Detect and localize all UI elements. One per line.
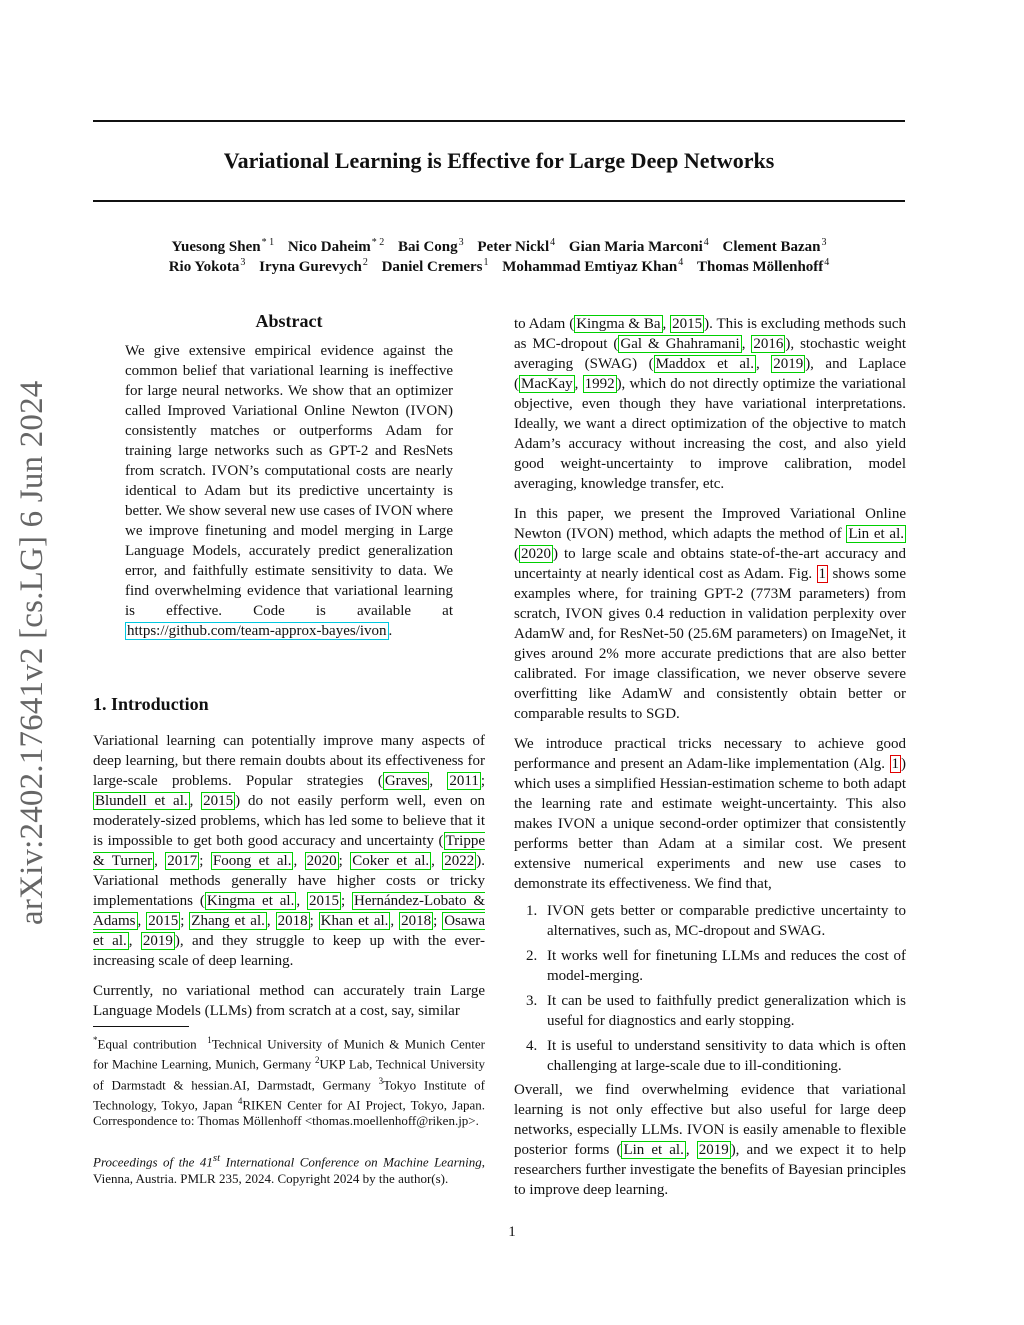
citation-link[interactable]: 2015 (308, 893, 339, 909)
citation-link[interactable]: MacKay (521, 376, 573, 392)
citation-link[interactable]: 2011 (449, 773, 479, 789)
top-rule (93, 120, 905, 122)
citation-link[interactable]: 2018 (401, 913, 432, 929)
right-paragraph-1: to Adam ( Kingma & Ba , 2015 ). This is excluding methods such as MC-dropout ( Gal & Ghahramani , 2016 ), stochastic weight averaging (SWAG) ( Maddox et al. , 2019 ), and Laplace ( MacKay , 1992 ), which do not directly optimize the variational objective, even though they have variational interpretations. Ideally, we want a direct optimization of the objective to match Adam’s accuracy without increasing the cost, and also yield good weight-uncertainty to improve calibration, model averaging, knowledge transfer, etc. (514, 316, 907, 492)
algorithm-reference-link[interactable]: 1 (891, 756, 899, 772)
citation-link[interactable]: 2015 (203, 793, 234, 809)
citation-link[interactable]: 2020 (521, 546, 551, 562)
citation-link[interactable]: 2019 (773, 356, 804, 372)
citation-link[interactable]: 2015 (672, 316, 703, 332)
author: Iryna Gurevych$^2$ (259, 257, 368, 275)
citation-link[interactable]: Khan et al. (320, 913, 389, 929)
proceedings-note: Proceedings of the 41st International Conference on Machine Learning, Vienna, Austria. PMLR 235, 2024. Copyright 2024 by the author(s). (93, 1152, 485, 1187)
abstract-body: We give extensive empirical evidence against the common belief that variational learning is ineffective for large neural networks. We show that an optimizer called Improved Variational Online Newton (IVON) consistently matches or outperforms Adam for training large networks such as GPT-2 and ResNets from scratch. IVON’s computational costs are nearly identical to Adam but its predictive uncertainty is better. We show several new use cases of IVON where we improve finetuning and model merging in Large Language Models, accurately predict generalization error, and faithfully estimate sensitivity to data. We find overwhelming evidence that variational learning is effective. Code is available at https://github.com/team-approx-bayes/ivon . (125, 343, 453, 639)
author: Daniel Cremers$^1$ (381, 257, 489, 275)
citation-link[interactable]: 2020 (306, 853, 337, 869)
author: Bai Cong$^3$ (398, 237, 464, 255)
right-paragraph-3: We introduce practical tricks necessary to achieve good performance and present an Adam-like implementation (Alg. 1 ) which uses a simplified Hessian-estimation scheme to both adapt the learning rate and estimate weight-uncertainty. This also makes IVON a unique second-order optimizer that consistently performs better than Adam at a similar cost. We present extensive numerical experiments and new use cases to demonstrate its effectiveness. We find that, (514, 736, 906, 892)
right-paragraph-2: In this paper, we present the Improved Variational Online Newton (IVON) method, which adapts the method of Lin et al. ( 2020 ) to large scale and obtains state-of-the-art accuracy and uncertainty at nearly identical cost as Adam. Fig. 1 shows some examples where, for training GPT-2 (773M parameters) from scratch, IVON gives 0.4 reduction in validation perplexity over AdamW and, for ResNet-50 (25.6M parameters) on ImageNet, it gives around 2% more accurate predictions that are also better calibrated. For image classification, we never observe severe overfitting like AdamW and consistently obtain better or comparable results to SGD. (514, 506, 906, 722)
list-item: 4. It is useful to understand sensitivity to data which is often challenging at large-scale due to ill-conditioning. (526, 1038, 906, 1074)
list-item: 2. It works well for finetuning LLMs and reduces the cost of model-merging. (526, 948, 906, 984)
findings-list (514, 901, 906, 1081)
citation-link[interactable]: Coker et al. (352, 853, 430, 869)
citation-link[interactable]: 1992 (584, 376, 615, 392)
code-repository-link[interactable]: https://github.com/team-approx-bayes/ivon (127, 623, 387, 639)
citation-link[interactable]: Maddox et al. (655, 356, 754, 372)
citation-link[interactable]: Lin et al. (848, 526, 904, 542)
right-paragraph-4: Overall, we find overwhelming evidence that variational learning is not only effective but also useful for large deep networks, especially LLMs. IVON is easily amenable to flexible posterior forms ( Lin et al. , 2019 ), and we expect it to help researchers further investigate the benefits of Bayesian principles to improve deep learning. (514, 1082, 907, 1198)
title-bottom-rule (93, 200, 905, 202)
citation-link[interactable]: Lin et al. (623, 1142, 684, 1158)
author-list-line-1 (93, 237, 905, 256)
citation-link[interactable]: Osawa et al. (93, 913, 486, 949)
citation-link[interactable]: 2019 (142, 933, 173, 949)
author-list-line-2 (93, 257, 905, 276)
abstract-heading: Abstract (255, 311, 323, 331)
citation-link[interactable]: 2018 (277, 913, 308, 929)
citation-link[interactable]: Trippe & Turner (93, 833, 485, 869)
list-item: 1. IVON gets better or comparable predictive uncertainty to alternatives, such as, MC-dropout and SWAG. (526, 903, 906, 939)
citation-link[interactable]: Hernández-Lobato & Adams (93, 893, 485, 929)
citation-link[interactable]: Foong et al. (212, 853, 292, 869)
author: Mohammad Emtiyaz Khan$^4$ (502, 257, 684, 275)
author: Clement Bazan$^3$ (722, 237, 827, 255)
author: Yuesong Shen$^{* 1}$ (171, 237, 275, 255)
intro-paragraph-1: Variational learning can potentially improve many aspects of deep learning, but there remain doubts about its effectiveness for large-scale problems. Popular strategies ( Graves , 2011 ; Blundell et al. , 2015 ) do not easily perform well, even on moderately-sized problems, which has led some to believe that it is impossible to get both good accuracy and uncertainty ( Trippe & Turner , 2017 ; Foong et al. , 2020 ; Coker et al. , 2022 ). Variational methods generally have higher costs or tricky implementations ( Kingma et al. , 2015 ; Hernández-Lobato & Adams , 2015 ; Zhang et al. , 2018 ; Khan et al. , 2018 ; Osawa et al. , 2019 ), and they struggle to keep up with the ever-increasing scale of deep learning. (93, 733, 486, 969)
citation-link[interactable]: 2022 (444, 853, 475, 869)
page-number: 1 (508, 1224, 516, 1240)
citation-link[interactable]: Kingma & Ba (576, 316, 661, 332)
author: Gian Maria Marconi$^4$ (568, 237, 709, 255)
paper-title: Variational Learning is Effective for Large Deep Networks (223, 148, 775, 173)
footnote-rule (93, 1026, 189, 1027)
author: Nico Daheim$^{* 2}$ (287, 237, 385, 255)
citation-link[interactable]: 2015 (148, 913, 179, 929)
author: Thomas Möllenhoff$^4$ (697, 257, 830, 275)
citation-link[interactable]: 2019 (698, 1142, 729, 1158)
author: Rio Yokota$^3$ (168, 257, 246, 275)
arxiv-identifier-stamp: arXiv:2402.17641v2 [cs.LG] 6 Jun 2024 (14, 380, 50, 925)
citation-link[interactable]: Kingma et al. (206, 893, 295, 909)
citation-link[interactable]: Blundell et al. (95, 793, 188, 809)
section-heading-introduction: 1. Introduction (93, 694, 209, 714)
citation-link[interactable]: Graves (384, 773, 428, 789)
intro-paragraph-2: Currently, no variational method can accurately train Large Language Models (LLMs) from scratch at a cost, say, similar (93, 983, 485, 1019)
citation-link[interactable]: 2016 (753, 336, 784, 352)
figure-reference-link[interactable]: 1 (818, 566, 827, 582)
citation-link[interactable]: 2017 (167, 853, 198, 869)
citation-link[interactable]: Gal & Ghahramani (620, 336, 740, 352)
affiliations-footnote: *Equal contribution $^1$Technical University of Munich & Munich Center for Machine Learning, Munich, Germany $^2$UKP Lab, Technical University of Darmstadt & hessian.AI, Darmstadt, Germany $^3$Tokyo Institute of Technology, Tokyo, Japan $^4$RIKEN Center for AI Project, Tokyo, Japan. Correspondence to: Thomas Möllenhoff <thomas.moellenhoff@riken.jp>. (93, 1035, 486, 1129)
citation-link[interactable]: Zhang et al. (191, 913, 265, 929)
author: Peter Nickl$^4$ (477, 237, 556, 255)
list-item: 3. It can be used to faithfully predict generalization which is useful for diagnostics and early stopping. (526, 993, 906, 1029)
